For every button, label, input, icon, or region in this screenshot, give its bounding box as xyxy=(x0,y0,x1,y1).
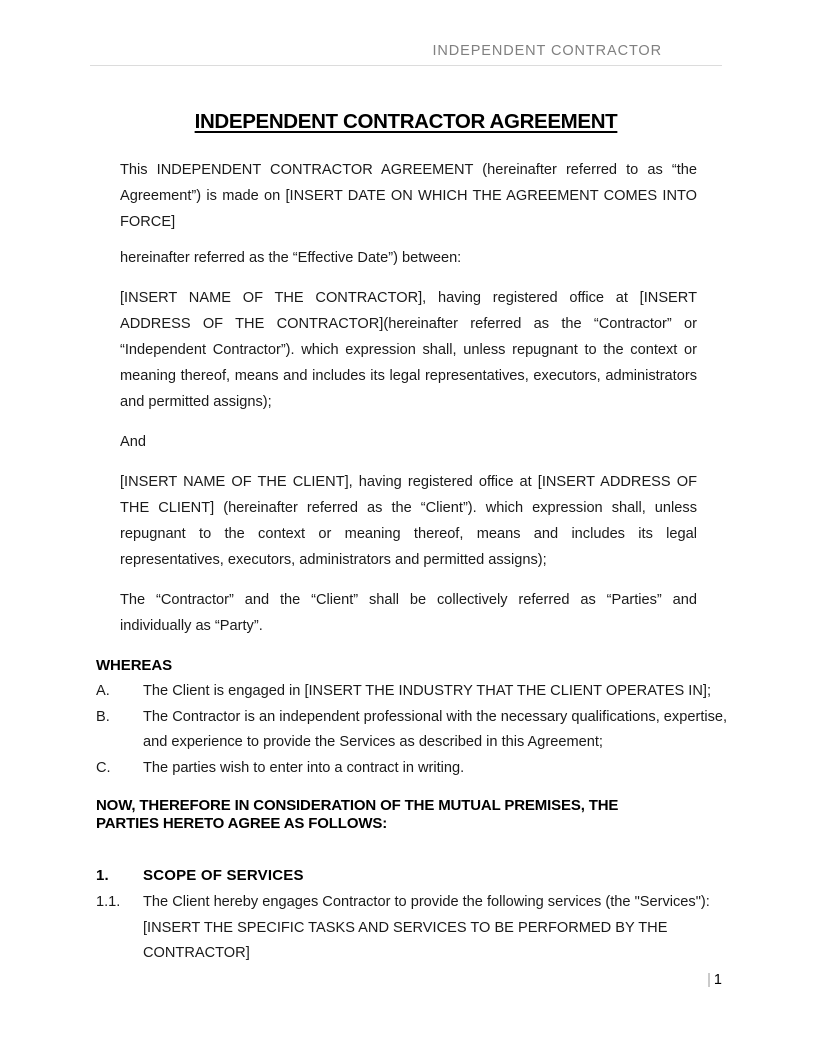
heading-now-therefore-line2: PARTIES HERETO AGREE AS FOLLOWS: xyxy=(96,815,388,832)
whereas-list xyxy=(96,679,746,781)
list-item-text: The Client is engaged in [INSERT THE INDUSTRY THAT THE CLIENT OPERATES IN]; xyxy=(143,683,711,699)
list-item-marker: C. xyxy=(96,759,111,776)
page-title xyxy=(90,110,722,134)
page-title-text: INDEPENDENT CONTRACTOR AGREEMENT xyxy=(194,110,618,133)
clause-1-heading xyxy=(96,863,746,889)
paragraph-effective-date-line: hereinafter referred as the “Effective Date”) between: xyxy=(120,250,462,266)
page-footer xyxy=(96,970,722,990)
list-item-marker: B. xyxy=(96,708,110,725)
clause-1-1-text: The Client hereby engages Contractor to provide the following services (the "Services"):[INSERT THE SPECIFIC TASKS AND SERVICES TO BE PERFORMED BY THE CONTRACTOR] xyxy=(143,894,710,961)
heading-now-therefore xyxy=(96,797,696,833)
list-item-text: The Contractor is an independent professional with the necessary qualifications, expertise, and experience to provide the Services as described in this Agreement; xyxy=(143,708,728,750)
clause-1-1 xyxy=(96,890,741,967)
list-item xyxy=(96,679,741,705)
running-header-text: INDEPENDENT CONTRACTOR xyxy=(432,43,662,59)
footer-separator-bar: | xyxy=(707,972,711,988)
paragraph-parties-definition: The “Contractor” and the “Client” shall be collectively referred as “Parties” and individually as “Party”. xyxy=(120,592,697,634)
clause-1-number: 1. xyxy=(96,867,109,884)
running-header xyxy=(90,42,722,66)
footer-page-number: 1 xyxy=(713,972,722,988)
clause-1-heading-text: SCOPE OF SERVICES xyxy=(143,867,304,884)
clause-1-1-number: 1.1. xyxy=(96,894,121,910)
list-item xyxy=(96,756,741,782)
heading-whereas: WHEREAS xyxy=(96,657,172,674)
paragraph-contractor-party: [INSERT NAME OF THE CONTRACTOR], having registered office at [INSERT ADDRESS OF THE CONTRACTOR](hereinafter referred as the “Contractor” or “Independent Contractor”). which expression shall, unless repugnant to the context or meaning thereof, means and includes its legal representatives, executors, administrators and permitted assigns); xyxy=(120,290,697,410)
paragraph-and-connector: And xyxy=(120,434,146,450)
list-item-marker: A. xyxy=(96,683,110,699)
document-body xyxy=(96,157,746,967)
paragraph-recitals-intro: This INDEPENDENT CONTRACTOR AGREEMENT (hereinafter referred to as “the Agreement”) is made on [INSERT DATE ON WHICH THE AGREEMENT COMES INTO FORCE] xyxy=(120,162,697,230)
heading-now-therefore-line1: NOW, THEREFORE IN CONSIDERATION OF THE MUTUAL PREMISES, THE xyxy=(96,797,619,814)
list-item-text: The parties wish to enter into a contract in writing. xyxy=(143,759,465,776)
paragraph-client-party: [INSERT NAME OF THE CLIENT], having registered office at [INSERT ADDRESS OF THE CLIENT] (hereinafter referred as the “Client”). which expression shall, unless repugnant to the context or meaning thereof, means and includes its legal representatives, executors, administrators and permitted assigns); xyxy=(120,474,697,568)
list-item xyxy=(96,705,741,756)
